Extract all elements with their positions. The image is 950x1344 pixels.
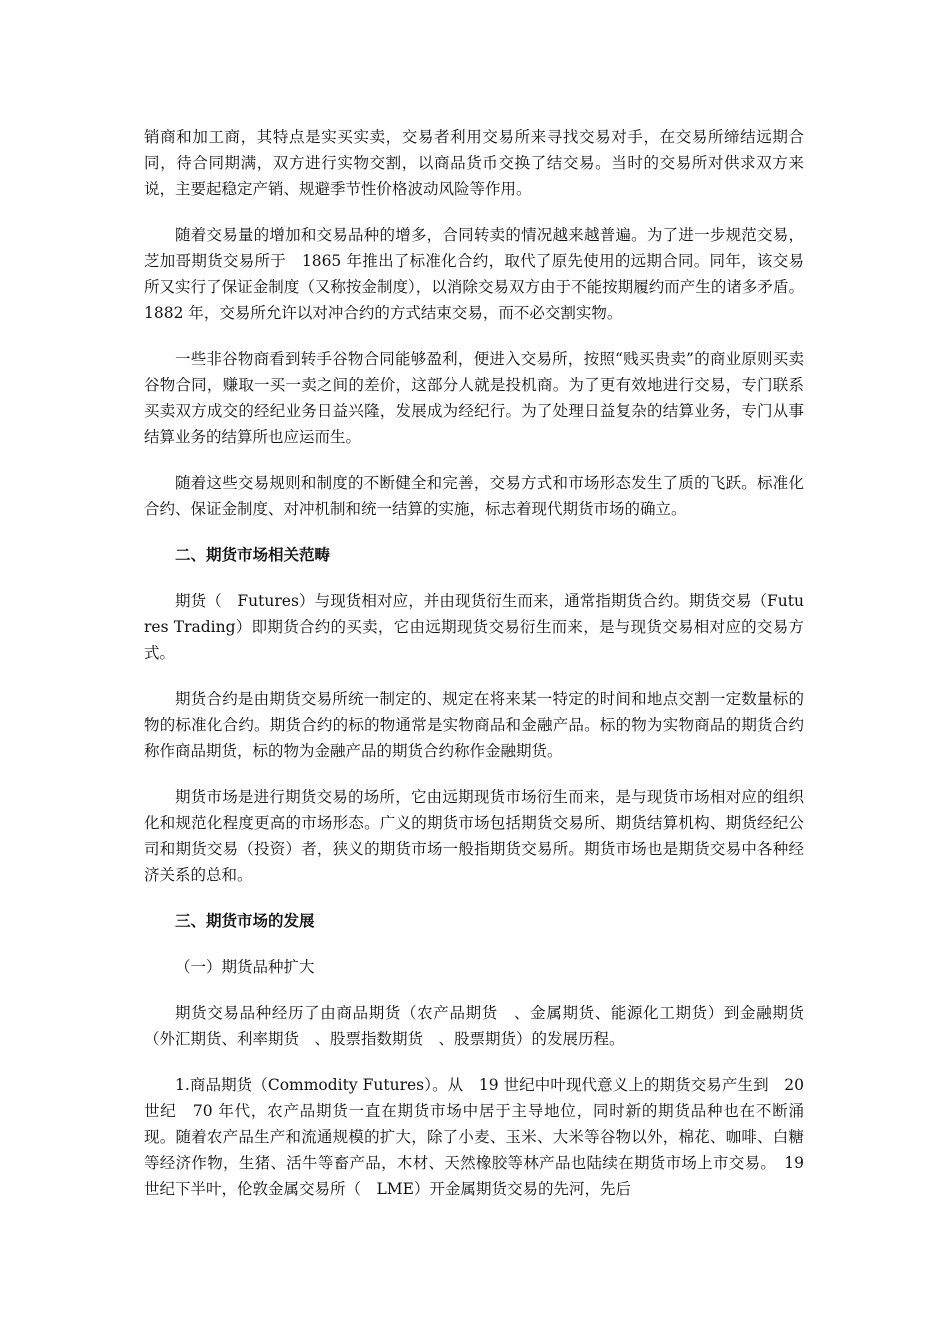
paragraph-product-evolution: 期货交易品种经历了由商品期货（农产品期货 、金属期货、能源化工期货）到金融期货（外汇期货、利率期货 、股票指数期货 、股票期货）的发展历程。	[144, 1004, 804, 1048]
paragraph-futures-market: 期货市场是进行期货交易的场所，它由远期现货市场衍生而来，是与现货市场相对应的组织化和规范化程度更高的市场形态。广义的期货市场包括期货交易所、期货结算机构、期货经纪公司和期货交易（投资）者，狭义的期货市场一般指期货交易所。期货市场也是期货交易中各种经济关系的总和。	[144, 788, 804, 884]
section-heading-2: 二、期货市场相关范畴	[175, 545, 331, 564]
paragraph-futures-definition: 期货（ Futures）与现货相对应，并由现货衍生而来，通常指期货合约。期货交易（Futures Trading）即期货合约的买卖，它由远期现货交易衍生而来，是与现货交易相对应的交易方式。	[144, 592, 804, 662]
paragraph-standardization: 随着交易量的增加和交易品种的增多，合同转卖的情况越来越普遍。为了进一步规范交易，芝加哥期货交易所于 1865 年推出了标准化合约，取代了原先使用的远期合同。同年，该交易所又实行了保证金制度（又称按金制度），以消除交易双方由于不能按期履约而产生的诸多矛盾。1882 年，交易所允许以对冲合约的方式结束交易，而不必交割实物。	[144, 226, 804, 322]
paragraph-intro-continuation: 销商和加工商，其特点是实买实卖，交易者利用交易所来寻找交易对手，在交易所缔结远期合同，待合同期满，双方进行实物交割，以商品货币交换了结交易。当时的交易所对供求双方来说，主要起稳定产销、规避季节性价格波动风险等作用。	[144, 128, 804, 198]
paragraph-futures-contract: 期货合约是由期货交易所统一制定的、规定在将来某一特定的时间和地点交割一定数量标的物的标准化合约。期货合约的标的物通常是实物商品和金融产品。标的物为实物商品的期货合约称作商品期货，标的物为金融产品的期货合约称作金融期货。	[144, 690, 804, 760]
subsection-heading-1: （一）期货品种扩大	[175, 958, 315, 976]
paragraph-modern-market: 随着这些交易规则和制度的不断健全和完善，交易方式和市场形态发生了质的飞跃。标准化合约、保证金制度、对冲机制和统一结算的实施，标志着现代期货市场的确立。	[144, 474, 804, 518]
paragraph-commodity-futures: 1.商品期货（Commodity Futures）。从 19 世纪中叶现代意义上的期货交易产生到 20 世纪 70 年代，农产品期货一直在期货市场中居于主导地位，同时新的期货品种也在不断涌现。随着农产品生产和流通规模的扩大，除了小麦、玉米、大米等谷物以外，棉花、咖啡、白糖等经济作物，生猪、活牛等畜产品，木材、天然橡胶等林产品也陆续在期货市场上市交易。 19 世纪下半叶，伦敦金属交易所（ LME）开金属期货交易的先河，先后	[144, 1076, 804, 1198]
section-heading-3: 三、期货市场的发展	[175, 911, 315, 930]
document-page	[144, 124, 804, 1222]
paragraph-speculators: 一些非谷物商看到转手谷物合同能够盈利，便进入交易所，按照“贱买贵卖”的商业原则买卖谷物合同，赚取一买一卖之间的差价，这部分人就是投机商。为了更有效地进行交易，专门联系买卖双方成交的经纪业务日益兴隆，发展成为经纪行。为了处理日益复杂的结算业务，专门从事结算业务的结算所也应运而生。	[144, 350, 804, 446]
